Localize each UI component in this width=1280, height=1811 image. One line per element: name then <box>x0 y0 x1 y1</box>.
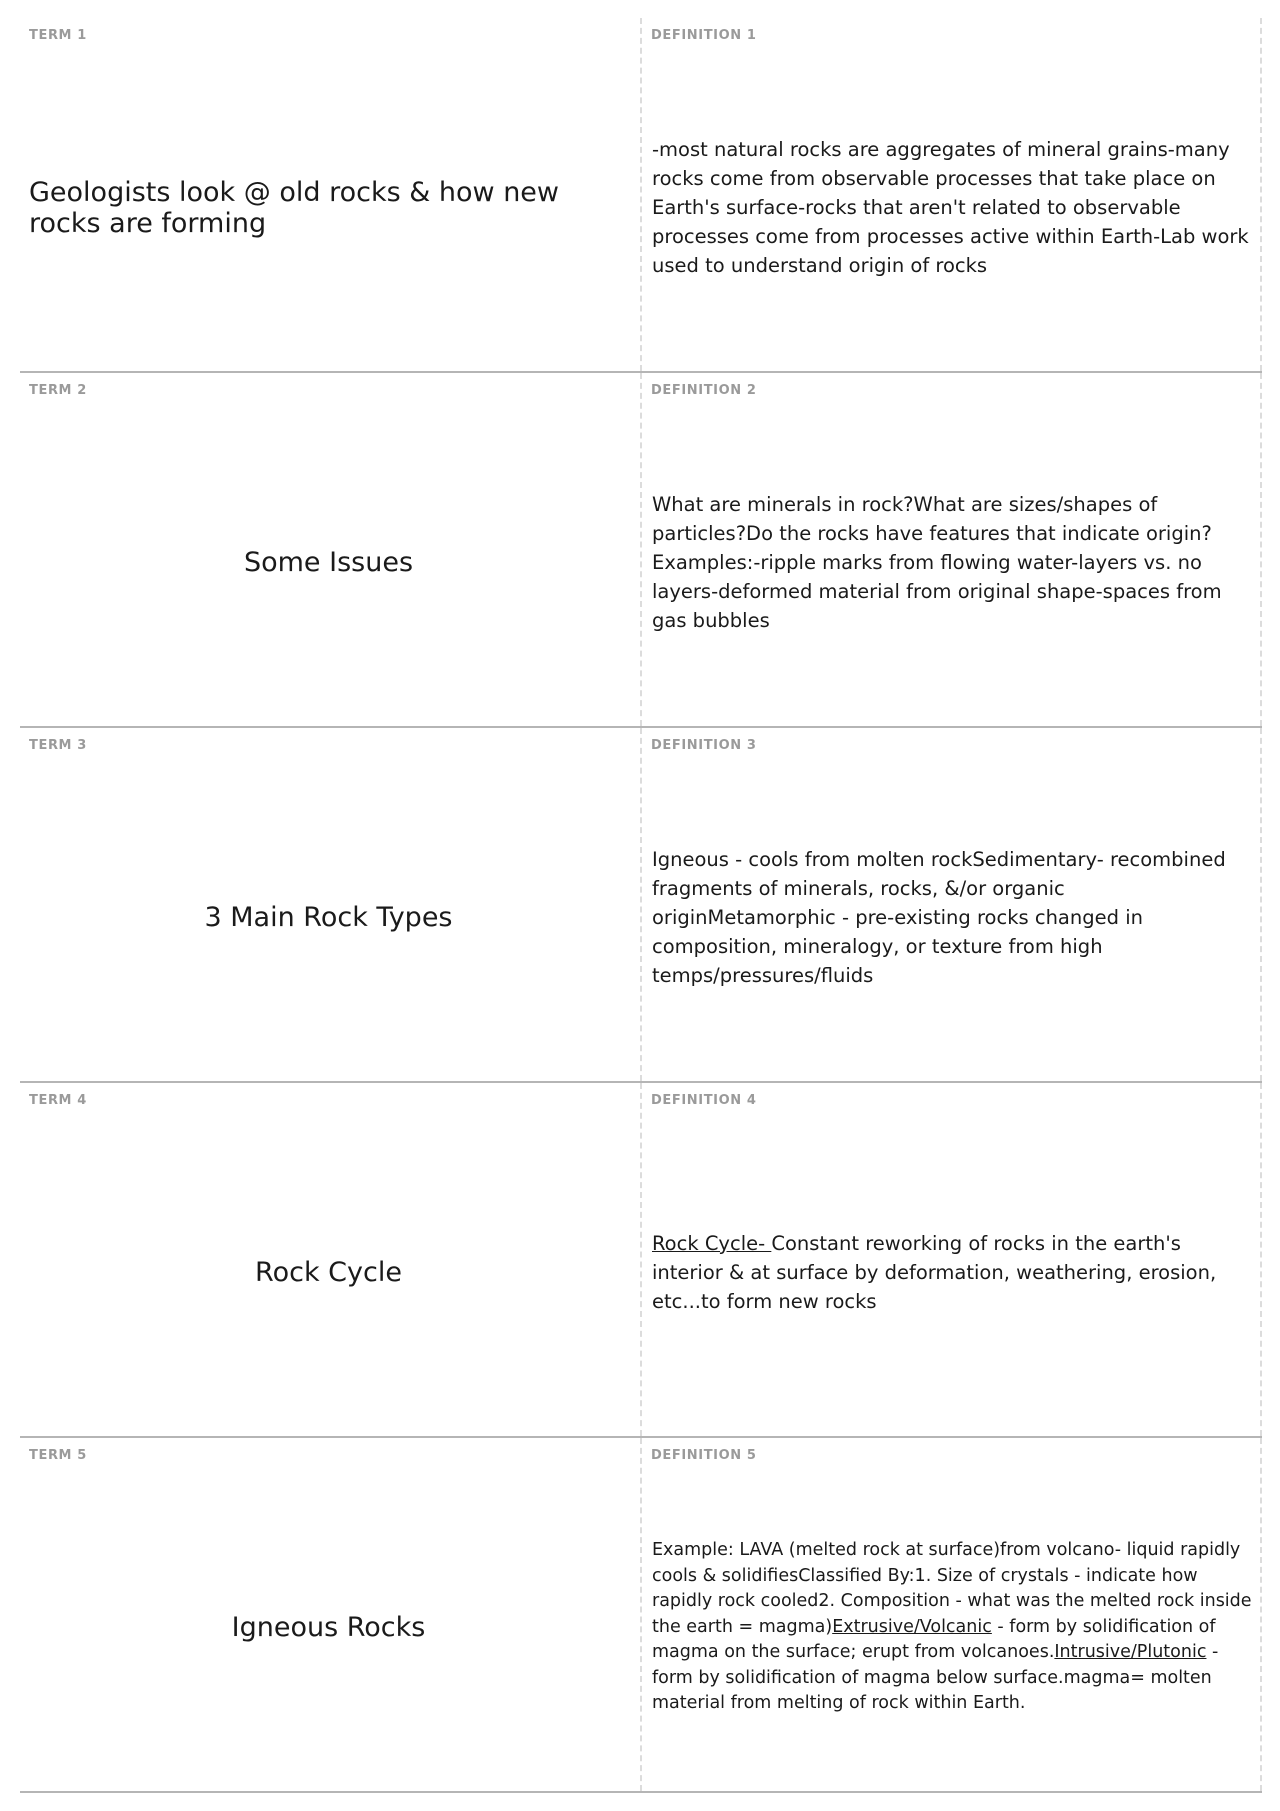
definition-underlined-text: Extrusive/Volcanic <box>832 1616 992 1637</box>
term-text: 3 Main Rock Types <box>204 902 453 933</box>
term-label: TERM 4 <box>29 1093 87 1108</box>
term-text: Some Issues <box>243 547 414 578</box>
definition-underlined-text: Rock Cycle- <box>652 1232 772 1255</box>
definition-label: DEFINITION 3 <box>651 738 757 753</box>
term-text: Rock Cycle <box>255 1257 402 1288</box>
term-text: Geologists look @ old rocks & how new rocks are forming <box>29 176 559 239</box>
definition-cell <box>642 373 1260 726</box>
term-container <box>29 54 628 361</box>
term-label: TERM 1 <box>29 28 87 43</box>
definition-text <box>652 1538 1252 1717</box>
term-cell <box>20 1083 640 1436</box>
term-label: TERM 2 <box>29 383 87 398</box>
term-cell <box>20 1438 640 1791</box>
term-label: TERM 5 <box>29 1448 87 1463</box>
definition-body-text: Constant reworking of rocks in the earth's interior & at surface by deformation, weathering, erosion, etc...to form new rocks <box>652 1232 1217 1313</box>
card-row <box>20 18 1262 373</box>
term-text: Igneous Rocks <box>231 1612 426 1643</box>
definition-text: What are minerals in rock?What are sizes/shapes of particles?Do the rocks have features that indicate origin? Examples:-ripple marks from flowing water-layers vs. no layers-deformed material from original shape-spaces from gas bubbles <box>652 493 1222 632</box>
definition-body-text: Example: LAVA (melted rock at surface)from volcano- liquid rapidly cools & solidifiesClassified By:1. Size of crystals - indicate how rapidly rock cooled2. Composition - what was the melted rock inside the earth = magma) <box>652 1539 1252 1637</box>
definition-text: -most natural rocks are aggregates of mineral grains-many rocks come from observable processes that take place on Earth's surface-rocks that aren't related to observable processes come from processes active within Earth-Lab work used to understand origin of rocks <box>652 138 1249 277</box>
flashcard-sheet <box>20 18 1262 1793</box>
definition-label: DEFINITION 5 <box>651 1448 757 1463</box>
term-cell <box>20 18 640 371</box>
definition-container <box>652 1119 1252 1426</box>
definition-label: DEFINITION 4 <box>651 1093 757 1108</box>
card-row <box>20 728 1262 1083</box>
definition-underlined-text: Intrusive/Plutonic <box>1054 1642 1207 1663</box>
term-container <box>29 409 628 716</box>
definition-container <box>652 1474 1252 1781</box>
definition-text: Igneous - cools from molten rockSedimentary- recombined fragments of minerals, rocks, &/or organic originMetamorphic - pre-existing rocks changed in composition, mineralogy, or texture from high temps/pressures/fluids <box>652 848 1226 987</box>
definition-container <box>652 764 1252 1071</box>
definition-body-text: - form by solidification of magma below surface.magma= molten material from melting of rock within Earth. <box>652 1642 1219 1714</box>
definition-cell <box>642 1083 1260 1436</box>
definition-cell <box>642 728 1260 1081</box>
definition-container <box>652 409 1252 716</box>
definition-cell <box>642 18 1260 371</box>
definition-body-text: - form by solidification of magma on the surface; erupt from volcanoes. <box>652 1616 1216 1663</box>
card-row <box>20 373 1262 728</box>
term-cell <box>20 728 640 1081</box>
definition-label: DEFINITION 2 <box>651 383 757 398</box>
definition-container <box>652 54 1252 361</box>
term-container <box>29 1119 628 1426</box>
card-row <box>20 1438 1262 1793</box>
term-label: TERM 3 <box>29 738 87 753</box>
term-container <box>29 764 628 1071</box>
definition-text <box>652 1229 1252 1316</box>
definition-label: DEFINITION 1 <box>651 28 757 43</box>
term-cell <box>20 373 640 726</box>
definition-cell <box>642 1438 1260 1791</box>
card-row <box>20 1083 1262 1438</box>
term-container <box>29 1474 628 1781</box>
